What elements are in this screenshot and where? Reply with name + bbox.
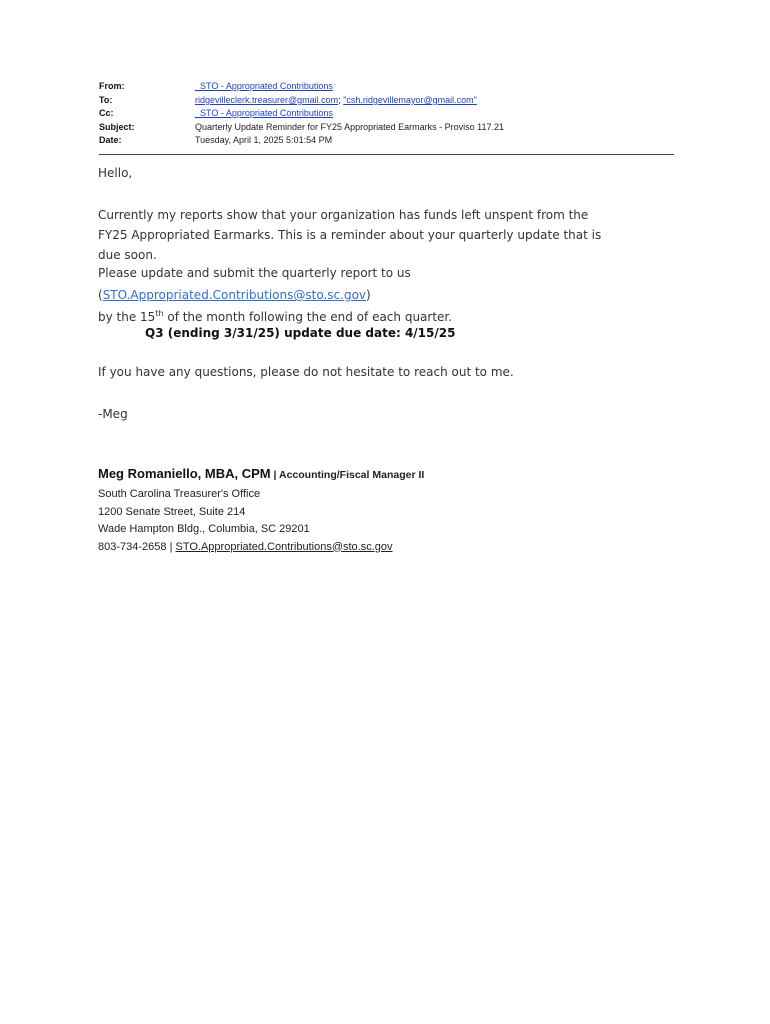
para2-text-after: ) (366, 288, 371, 302)
signature-address-1: 1200 Senate Street, Suite 214 (98, 505, 246, 518)
cc-label: Cc: (99, 108, 114, 119)
subject-row (99, 121, 674, 135)
email-header (99, 80, 674, 148)
signature-block (98, 466, 424, 556)
to-label: To: (99, 94, 113, 105)
to-row (99, 94, 674, 108)
header-divider (99, 154, 674, 155)
date-row (99, 134, 674, 148)
signature-office: South Carolina Treasurer's Office (98, 488, 261, 500)
para2-line2-before: by the 15 (98, 310, 156, 324)
to-recipient-1-link[interactable]: ridgevilleclerk.treasurer@gmail.com (195, 94, 339, 105)
signature-contact-line (98, 539, 424, 557)
signature-email-link[interactable]: STO.Appropriated.Contributions@sto.sc.gov (175, 540, 393, 553)
report-email-link[interactable]: STO.Appropriated.Contributions@sto.sc.gov (102, 288, 367, 302)
subject-label: Subject: (99, 121, 135, 132)
from-label: From: (99, 81, 125, 92)
signature-phone: 803-734-2658 (98, 540, 167, 553)
signature-title: | Accounting/Fiscal Manager II (270, 469, 425, 481)
signature-address-2: Wade Hampton Bldg., Columbia, SC 29201 (98, 523, 310, 535)
cc-row (99, 107, 674, 121)
to-separator: ; (338, 94, 341, 105)
para2-text-before: Please update and submit the quarterly report to us ( (98, 266, 411, 302)
signature-name-line (98, 466, 424, 486)
signature-separator: | (166, 540, 176, 553)
subject-value: Quarterly Update Reminder for FY25 Appropriated Earmarks - Proviso 117.21 (195, 121, 504, 132)
body-paragraph-3: If you have any questions, please do not hesitate to reach out to me. (98, 365, 514, 379)
signature-name: Meg Romaniello, MBA, CPM (98, 466, 271, 481)
ordinal-suffix: th (155, 309, 164, 318)
from-row (99, 80, 674, 94)
due-date-line: Q3 (ending 3/31/25) update due date: 4/15/25 (145, 326, 456, 340)
body-paragraph-1: Currently my reports show that your organization has funds left unspent from the FY25 Appropriated Earmarks. This is a reminder about your quarterly update that is due soon. (98, 208, 602, 262)
body-paragraph-2 (98, 262, 678, 328)
cc-value-link[interactable]: _STO - Appropriated Contributions (195, 108, 333, 119)
to-recipient-2-link[interactable]: "csh.ridgevillemayor@gmail.com" (343, 94, 477, 105)
greeting: Hello, (98, 166, 133, 180)
date-value: Tuesday, April 1, 2025 5:01:54 PM (195, 135, 333, 146)
para2-line2-after: of the month following the end of each quarter. (163, 310, 453, 324)
from-value-link[interactable]: _STO - Appropriated Contributions (195, 81, 333, 92)
date-label: Date: (99, 135, 122, 146)
sign-off: -Meg (98, 407, 128, 421)
